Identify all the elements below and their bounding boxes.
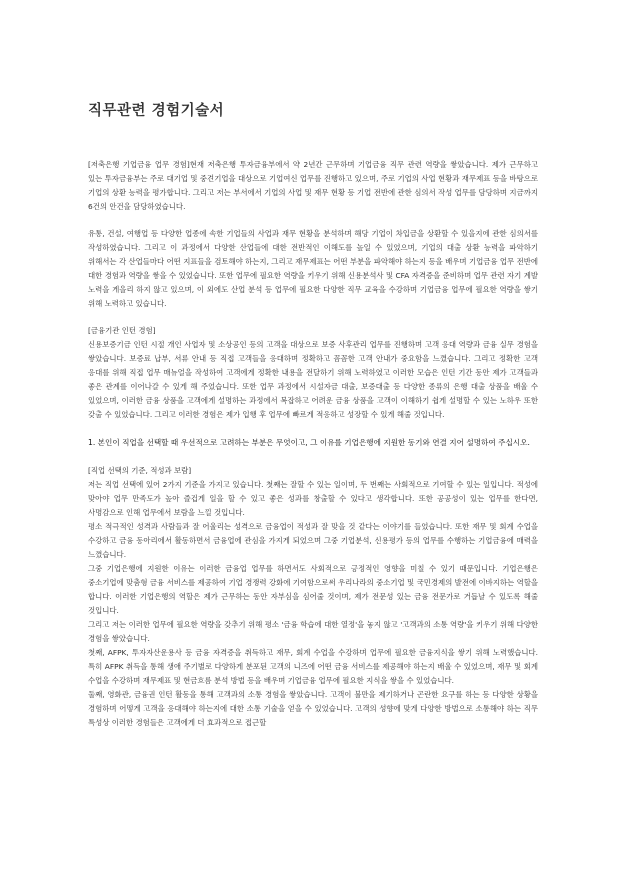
answer-1: [직업 선택의 기준, 적성과 보람] 저는 직업 선택에 있어 2가지 기준을 가지고 있습니다. 첫째는 잘할 수 있는 일이며, 두 번째는 사회적으로 기여할 수 있는 일입니다. 적성에 맞아야 업무 만족도가 높아 즐겁게 일을 할 수 있고 좋은 성과를 창출할 수 있다고 생각합니다. 또한 공공성이 있는 업무를 한다면, 사명감으로 인해 업무에서 보람을 느낄 것입니다. 평소 적극적인 성격과 사람들과 잘 어울리는 성격으로 금융업이 적성과 잘 맞을 것 같다는 이야기를 들었습니다. 또한 재무 및 회계 수업을 수강하고 금융 동아리에서 활동하면서 금융업에 관심을 가지게 되었으며 그중 기업분석, 신용평가 등의 업무를 수행하는 기업금융에 매력을 느꼈습니다. 그중 기업은행에 지원한 이유는 이러한 금융업 업무를 하면서도 사회적으로 긍정적인 영향을 미칠 수 있기 때문입니다. 기업은행은 중소기업에 맞춤형 금융 서비스를 제공하여 기업 경쟁력 강화에 기여함으로써 우리나라의 중소기업 및 국민경제의 발전에 이바지하는 역할을 합니다. 이러한 기업은행의 역할은 제가 근무하는 동안 자부심을 심어줄 것이며, 제가 전문성 있는 금융 전문가로 거듭날 수 있도록 해줄 것입니다. 그리고 저는 이러한 업무에 필요한 역량을 갖추기 위해 평소 '금융 학습에 대한 열정'을 놓지 않고 '고객과의 소통 역량'을 키우기 위해 다양한 경험을 쌓았습니다. 첫째, AFPK, 투자자산운용사 등 금융 자격증을 취득하고 재무, 회계 수업을 수강하며 업무에 필요한 금융지식을 쌓기 위해 노력했습니다. 특히 AFPK 취득을 통해 생애 주기별로 다양하게 분포된 고객의 니즈에 어떤 금융 서비스를 제공해야 하는지 배울 수 있었으며, 재무 및 회계 수업을 수강하며 재무제표 및 현금흐름 분석 방법 등을 배우며 기업금융 업무에 필요한 지식을 쌓을 수 있었습니다. 둘째, 영화관, 금융권 인턴 활동을 통해 고객과의 소통 경험을 쌓았습니다. 고객이 불만을 제기하거나 곤란한 요구를 하는 등 다양한 상황을 경험하며 어떻게 고객을 응대해야 하는지에 대한 소통 기술을 얻을 수 있었습니다. 고객의 성향에 맞게 다양한 방법으로 소통해야 하는 직무 특성상 이러한 경험들은 고객에게 더 효과적으로 접근할 bbox=[88, 466, 538, 727]
paragraph-spacer bbox=[88, 422, 538, 436]
paragraph-spacer bbox=[88, 311, 538, 324]
paragraph-industry-analysis: 유통, 건설, 여행업 등 다양한 업종에 속한 기업들의 사업과 재무 현황을 분석하며 해당 기업이 차입금을 상환할 수 있을지에 관한 심의서를 작성하였습니다. 그리고 이 과정에서 다양한 산업들에 대한 전반적인 이해도를 높일 수 있었으며, 기업의 대출 상환 능력을 파악하기 위해서는 각 산업들마다 어떤 지표들을 검토해야 하는지, 그리고 재무제표는 어떤 부분을 파악해야 하는지 등을 배우며 기업금융 업무 전반에 대한 경험과 역량을 쌓을 수 있었습니다. 또한 업무에 필요한 역량을 키우기 위해 신용분석사 및 CFA 자격증을 준비하며 업무 관련 자기 계발 노력을 게을리 하지 않고 있으며, 이 외에도 산업 분석 등 업무에 필요한 다양한 직무 교육을 수강하며 기업금융 업무에 필요한 역량을 쌓기 위해 노력하고 있습니다. bbox=[88, 229, 538, 308]
document-body bbox=[88, 158, 538, 730]
paragraph-savings-bank-experience: [저축은행 기업금융 업무 경험]현재 저축은행 투자금융부에서 약 2년간 근무하며 기업금융 직무 관련 역량을 쌓았습니다. 제가 근무하고 있는 투자금융부는 주로 대기업 및 중견기업을 대상으로 기업여신 업무를 진행하고 있으며, 주로 기업의 사업 현황과 재무제표 등을 바탕으로 기업의 상환 능력을 평가합니다. 그리고 저는 부서에서 기업의 사업 및 재무 현황 등 기업 전반에 관한 심의서 작성 업무를 담당하며 지금까지 6건의 안건을 담당하였습니다. bbox=[88, 160, 538, 211]
paragraph-spacer bbox=[88, 214, 538, 227]
question-1: 1. 본인이 직업을 선택할 때 우선적으로 고려하는 부분은 무엇이고, 그 이유를 기업은행에 지원한 동기와 연결 지어 설명하여 주십시오. bbox=[88, 438, 530, 447]
paragraph-spacer bbox=[88, 450, 538, 464]
paragraph-intern-experience: [금융기관 인턴 경험] 신용보증기금 인턴 시절 개인 사업자 및 소상공인 등의 고객을 대상으로 보증 사후관리 업무를 진행하며 고객 응대 역량과 금융 실무 경험을 쌓았습니다. 보증료 납부, 서류 안내 등 직접 고객들을 응대하며 정확하고 꼼꼼한 고객 안내가 중요함을 느꼈습니다. 그리고 정확한 고객 응대를 위해 직접 업무 매뉴얼을 작성하여 고객에게 정확한 내용을 전달하기 위해 노력하였고 이러한 모습은 인턴 기간 동안 제가 고객들과 좋은 관계를 이어나갈 수 있게 해 주었습니다. 또한 업무 과정에서 시설자금 대출, 보증대출 등 다양한 종류의 은행 대출 상품을 배울 수 있었으며, 이러한 금융 상품을 고객에게 설명하는 과정에서 복잡하고 어려운 금융 상품을 고객이 이해하기 쉽게 설명할 수 있는 노하우 또한 갖출 수 있었습니다. 그리고 이러한 경험은 제가 입행 후 업무에 빠르게 적응하고 성장할 수 있게 해줄 것입니다. bbox=[88, 326, 538, 419]
document-title: 직무관련 경험기술서 bbox=[88, 103, 225, 119]
